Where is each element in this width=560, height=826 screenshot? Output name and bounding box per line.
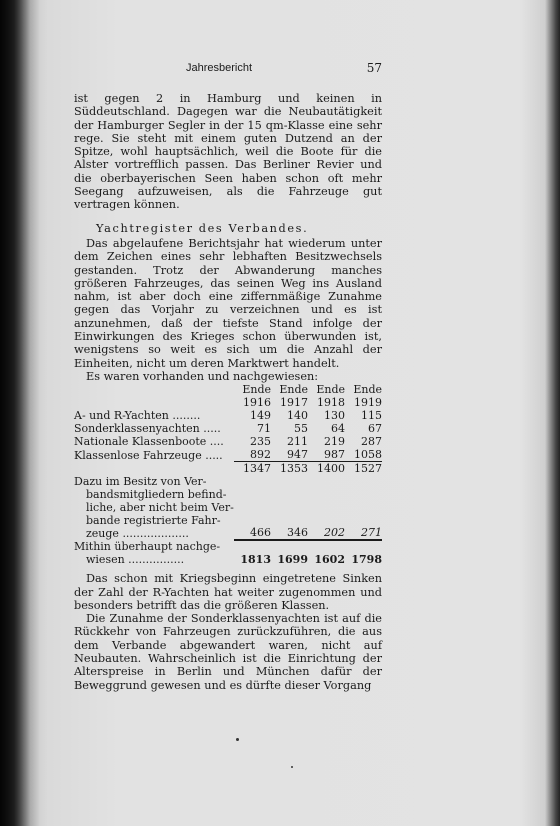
table-row [74,422,382,435]
dazu-label [74,475,234,540]
book-gutter-shadow [0,0,40,826]
section-heading: Yachtregister des Verbandes. [96,221,309,235]
paragraph-4: Das schon mit Kriegsbeginn eingetretene Sinken der Zahl der R-Yachten hat weiter zugenommen und besonders betrifft das die größeren Klassen. [74,572,382,612]
total-cell: 1602 [308,540,345,566]
print-speck [291,766,293,768]
row-label: A- und R-Yachten ........ [74,409,201,423]
mithin-label [74,540,234,566]
print-speck [236,738,239,741]
subtotal-cell: 1347 [234,462,271,476]
dazu-cell: 466 [250,526,271,540]
year-cell: 1917 [280,396,308,410]
total-row [74,540,382,566]
table-row [74,409,382,422]
cell: 71 [257,422,271,436]
table-row [74,448,382,462]
dazu-line: liche, aber nicht beim Ver- [86,501,234,515]
year-cell: 1916 [243,396,271,410]
cell: 987 [324,448,345,462]
mithin-line: Mithin überhaupt nachge- [74,540,221,554]
dazu-line: Dazu im Besitz von Ver- [74,475,207,489]
dazu-row [74,475,382,540]
cell: 55 [294,422,308,436]
cell: 235 [250,435,271,449]
dazu-line: bande registrierte Fahr- [86,514,221,528]
subtotal-cell: 1527 [345,462,382,476]
subtotal-cell: 1353 [271,462,308,476]
cell: 130 [324,409,345,423]
dazu-line: bandsmitgliedern befind- [86,488,227,502]
cell: 115 [361,409,382,423]
header-title: Jahresbericht [186,62,253,74]
row-label: Klassenlose Fahrzeuge ..... [74,448,223,462]
page-number: 57 [366,61,382,75]
paragraph-3: Es waren vorhanden und nachgewiesen: [86,369,319,383]
paragraph-5: Die Zunahme der Sonderklassenyachten ist auf die Rückkehr von Fahrzeugen zurückzuführen, die aus dem Verbande abgewandert waren, nicht auf Neubauten. Wahrscheinlich ist die Einrichtung der Alterspreise in Berlin und München dafür der Beweggrund gewesen und es dürfte dieser Vorgang [74,612,382,692]
dazu-cell: 346 [287,526,308,540]
running-header [74,60,382,80]
header-cell: Ende [353,383,382,397]
cell: 149 [250,409,271,423]
year-cell: 1919 [354,396,382,410]
dazu-line: zeuge ................... [86,527,189,541]
dazu-cell: 271 [361,526,382,540]
total-cell: 1699 [271,540,308,566]
cell: 140 [287,409,308,423]
mithin-line: wiesen ................ [86,553,185,567]
year-cell: 1918 [317,396,345,410]
cell: 892 [250,448,271,462]
paragraph-2: Das abgelaufene Berichtsjahr hat wiederum unter dem Zeichen eines sehr lebhaften Besitzwechsels gestanden. Trotz der Abwanderung manches größeren Fahrzeuges, das seinen Weg ins Ausland nahm, ist aber doch eine ziffernmäßige Zunahme gegen das Vorjahr zu verzeichnen und es ist anzunehmen, daß der tiefste Stand infolge der Einwirkungen des Krieges schon überwunden ist, wenigstens so weit es sich um die Anzahl der Einheiten, nicht um deren Marktwert handelt. [74,236,382,370]
total-cell: 1798 [345,540,382,566]
dazu-cell: 202 [324,526,345,540]
header-cell: Ende [279,383,308,397]
total-cell: 1813 [234,540,271,566]
row-label: Nationale Klassenboote .... [74,435,224,449]
cell: 219 [324,435,345,449]
cell: 287 [361,435,382,449]
paragraph-1: ist gegen 2 in Hamburg und keinen in Süddeutschland. Dagegen war die Neubautätigkeit der Hamburger Segler in der 15 qm-Klasse eine sehr rege. Sie steht mit einem guten Dutzend an der Spitze, wohl hauptsächlich, weil die Boote für die Alster vortrefflich passen. Das Berliner Revier und die oberbayerischen Seen haben schon oft mehr Seegang aufzuweisen, als die Fahrzeuge gut vertragen können. [74,92,382,212]
table-year-row [74,396,382,409]
cell: 64 [331,422,345,436]
cell: 1058 [354,448,382,462]
header-cell: Ende [242,383,271,397]
header-cell: Ende [316,383,345,397]
page-content [74,60,382,692]
cell: 211 [287,435,308,449]
cell: 947 [287,448,308,462]
cell: 67 [368,422,382,436]
table-row [74,435,382,448]
subtotal-cell: 1400 [308,462,345,476]
table-header-row [74,383,382,396]
subtotal-row [74,462,382,476]
register-table [74,383,382,566]
row-label: Sonderklassenyachten ..... [74,422,221,436]
